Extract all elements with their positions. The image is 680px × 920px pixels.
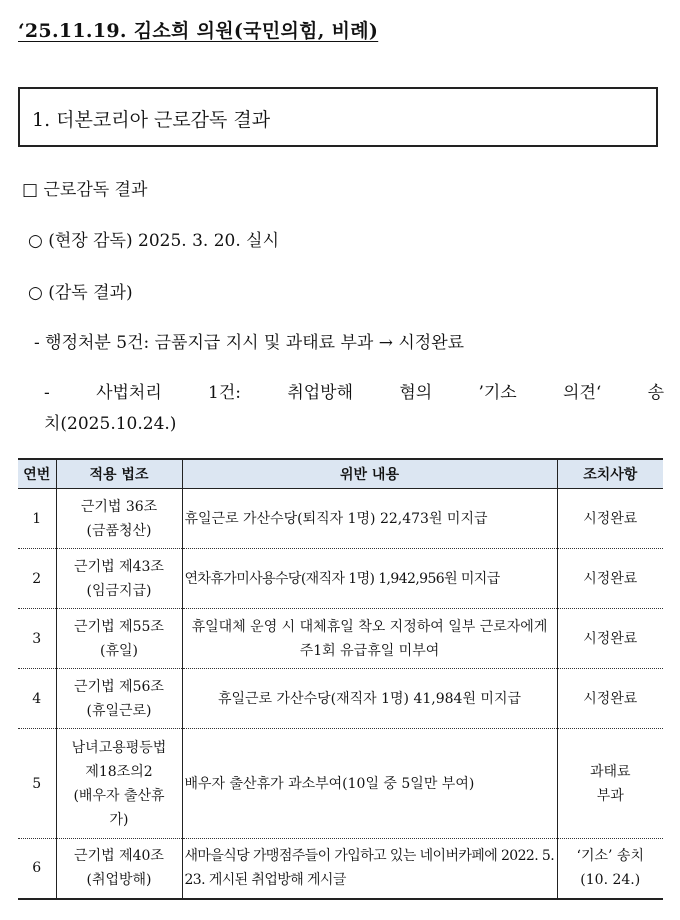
violations-table — [18, 458, 663, 900]
dash-bullet-icon: - — [44, 383, 50, 403]
dash-bullet-icon: - — [34, 333, 40, 353]
cell-violation: 연차휴가미사용수당(재직자 1명) 1,942,956원 미지급 — [182, 549, 557, 609]
table-row — [18, 669, 663, 729]
header-action: 조치사항 — [557, 459, 663, 489]
cell-action: ‘기소’ 송치 (10. 24.) — [557, 839, 663, 899]
table-row — [18, 609, 663, 669]
table-row — [18, 839, 663, 899]
line-judicial-action-cont: 치(2025.10.24.) — [44, 414, 177, 434]
square-bullet-icon: □ — [22, 180, 39, 200]
cell-law: 남녀고용평등법 제18조의2 (배우자 출산휴 가) — [56, 729, 182, 839]
cell-no: 3 — [18, 609, 56, 669]
circle-bullet-icon: ○ — [28, 231, 43, 251]
cell-action: 과태료 부과 — [557, 729, 663, 839]
cell-violation: 휴일근로 가산수당(재직자 1명) 41,984원 미지급 — [182, 669, 557, 729]
line-inspection-date: ○ (현장 감독) 2025. 3. 20. 실시 — [28, 231, 279, 251]
cell-law: 근기법 제55조 (휴일) — [56, 609, 182, 669]
cell-violation: 배우자 출산휴가 과소부여(10일 중 5일만 부여) — [182, 729, 557, 839]
table-row — [18, 489, 663, 549]
cell-action: 시정완료 — [557, 609, 663, 669]
line-admin-action: - 행정처분 5건: 금품지급 지시 및 과태료 부과 → 시정완료 — [34, 333, 465, 353]
section-heading: 1. 더본코리아 근로감독 결과 — [32, 109, 271, 131]
circle-bullet-icon: ○ — [28, 283, 43, 303]
header-no: 연번 — [18, 459, 56, 489]
cell-no: 5 — [18, 729, 56, 839]
section-heading-box — [18, 87, 658, 147]
cell-law: 근기법 제40조 (취업방해) — [56, 839, 182, 899]
cell-no: 4 — [18, 669, 56, 729]
header-law: 적용 법조 — [56, 459, 182, 489]
table-header-row — [18, 459, 663, 489]
line-heading: □ 근로감독 결과 — [22, 180, 148, 200]
line-inspection-result: ○ (감독 결과) — [28, 283, 133, 303]
cell-action: 시정완료 — [557, 669, 663, 729]
table-row — [18, 729, 663, 839]
line-judicial-action: - 사법처리 1건: 취업방해 혐의 ’기소 의견‘ 송 — [44, 383, 664, 403]
cell-no: 2 — [18, 549, 56, 609]
cell-action: 시정완료 — [557, 549, 663, 609]
header-violation: 위반 내용 — [182, 459, 557, 489]
cell-no: 6 — [18, 839, 56, 899]
table-row — [18, 549, 663, 609]
cell-law: 근기법 제56조 (휴일근로) — [56, 669, 182, 729]
cell-violation: 휴일대체 운영 시 대체휴일 착오 지정하여 일부 근로자에게 주1회 유급휴일 미부여 — [182, 609, 557, 669]
document-title: ‘25.11.19. 김소희 의원(국민의힘, 비례) — [18, 20, 379, 42]
cell-violation: 휴일근로 가산수당(퇴직자 1명) 22,473원 미지급 — [182, 489, 557, 549]
cell-law: 근기법 36조 (금품청산) — [56, 489, 182, 549]
cell-action: 시정완료 — [557, 489, 663, 549]
cell-violation: 새마을식당 가맹점주들이 가입하고 있는 네이버카페에 2022. 5. 23. 게시된 취업방해 게시글 — [182, 839, 557, 899]
cell-no: 1 — [18, 489, 56, 549]
cell-law: 근기법 제43조 (임금지급) — [56, 549, 182, 609]
